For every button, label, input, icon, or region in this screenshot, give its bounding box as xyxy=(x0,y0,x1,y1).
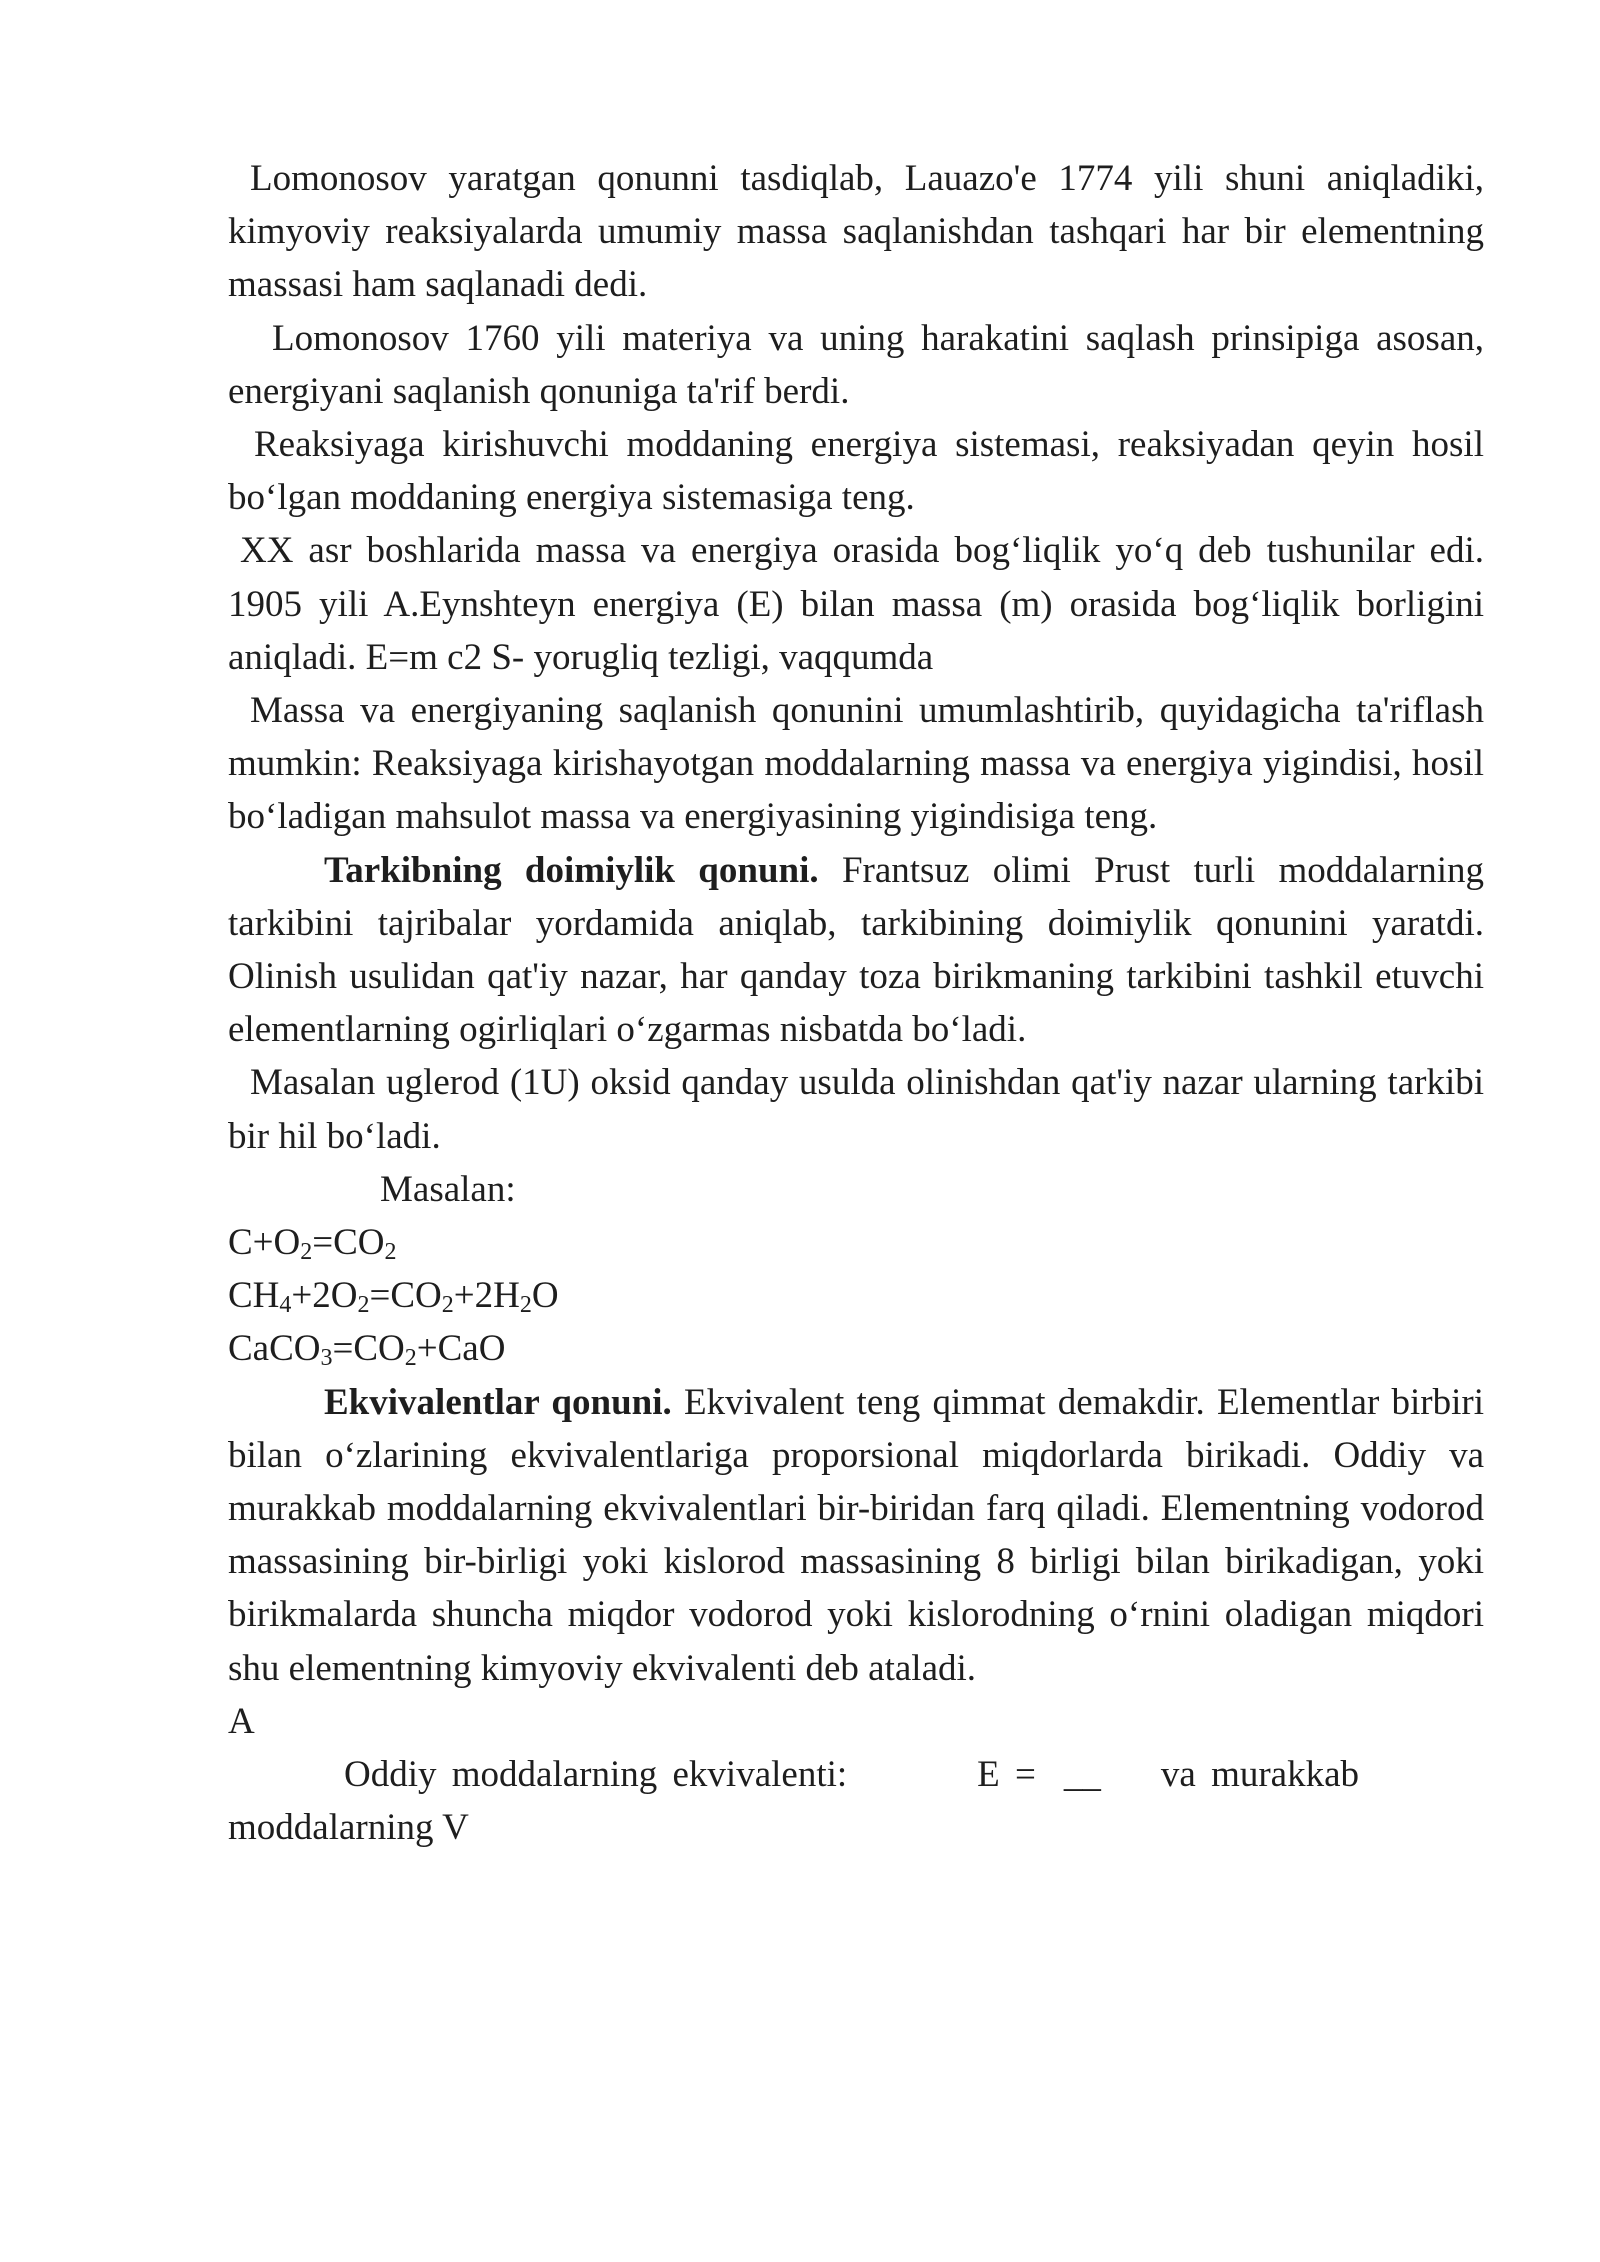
paragraph-reaction-energy: Reaksiyaga kirishuvchi moddaning energiya sistemasi, reaksiyadan qeyin hosil boʻlgan moddaning energiya sistemasiga teng. xyxy=(228,424,1484,519)
paragraph-equivalents-text: Ekvivalent teng qimmat demakdir. Elementlar birbiri bilan oʻzlarining ekvivalentlariga proporsional miqdorlarda birikadi. Oddiy va murakkab moddalarning ekvivalentlari bir-biridan farq qiladi. Elementning vodorod massasining bir-birligi yoki kislorod massasining 8 birligi bilan birikadigan, yoki birikmalarda shuncha miqdor vodorod yoki kislorodning oʻrnini oladigan miqdori shu elementning kimyoviy ekvivalenti deb ataladi. xyxy=(228,1381,1484,1689)
paragraph-lavoisier: Lomonosov yaratgan qonunni tasdiqlab, Lauazo'e 1774 yili shuni aniqladiki, kimyoviy reaksiyalarda umumiy massa saqlanishdan tashqari har bir elementning massasi ham saqlanadi dedi. xyxy=(228,158,1484,306)
letter-a: A xyxy=(228,1700,255,1742)
equivalent-e-equals: E = xyxy=(977,1754,1036,1796)
paragraph-constant-composition xyxy=(228,844,1484,1057)
equivalent-fraction-blank: __ xyxy=(1063,1754,1101,1796)
formula-methane-combustion: $CH_4+2O_2=CO_2+2H_2O$ xyxy=(228,1275,559,1319)
law-heading-equivalents: Ekvivalentlar qonuni. xyxy=(324,1381,672,1423)
formula-calcium-carbonate: $CaCO_3=CO_2+CaO$ xyxy=(228,1328,506,1372)
equivalent-tail-text: va murakkab xyxy=(1160,1754,1360,1796)
paragraph-constant-composition-text: Frantsuz olimi Prust turli moddalarning tarkibini tajribalar yordamida aniqlab, tarkibining doimiylik qonunini yaratdi. Olinish usulidan qat'iy nazar, har qanday toza birikmaning tarkibini tashkil etuvchi elementlarning ogirliqlari oʻzgarmas nisbatda boʻladi. xyxy=(228,849,1484,1051)
paragraph-mass-energy-law: Massa va energiyaning saqlanish qonunini umumlashtirib, quyidagicha ta'riflash mumkin: Reaksiyaga kirishayotgan moddalarning massa va energiya yigindisi, hosil boʻladigan mahsulot massa va energiyasining yigindisiga teng. xyxy=(228,690,1484,838)
formula-carbon-combustion: $C+O_2=CO_2$ xyxy=(228,1222,397,1265)
equivalent-lead-text: Oddiy moddalarning ekvivalenti: xyxy=(344,1754,848,1796)
example-label: Masalan: xyxy=(380,1168,516,1210)
paragraph-equivalents-law xyxy=(228,1376,1484,1695)
equivalent-formula-line xyxy=(228,1748,1484,1801)
paragraph-carbon-oxide: Masalan uglerod (1U) oksid qanday usulda olinishdan qat'iy nazar ularning tarkibi bir hil boʻladi. xyxy=(228,1062,1484,1157)
document-body xyxy=(228,152,1484,1855)
last-line: moddalarning V xyxy=(228,1807,469,1849)
law-heading-constant-composition: Tarkibning doimiylik qonuni. xyxy=(324,849,819,891)
paragraph-einstein: XX asr boshlarida massa va energiya orasida bogʻliqlik yoʻq deb tushunilar edi. 1905 yili A.Eynshteyn energiya (E) bilan massa (m) orasida bogʻliqlik borligini aniqladi. E=m c2 S- yorugliq tezligi, vaqqumda xyxy=(228,530,1484,678)
paragraph-lomonosov-1760: Lomonosov 1760 yili materiya va uning harakatini saqlash prinsipiga asosan, energiyani saqlanish qonuniga ta'rif berdi. xyxy=(228,317,1484,412)
